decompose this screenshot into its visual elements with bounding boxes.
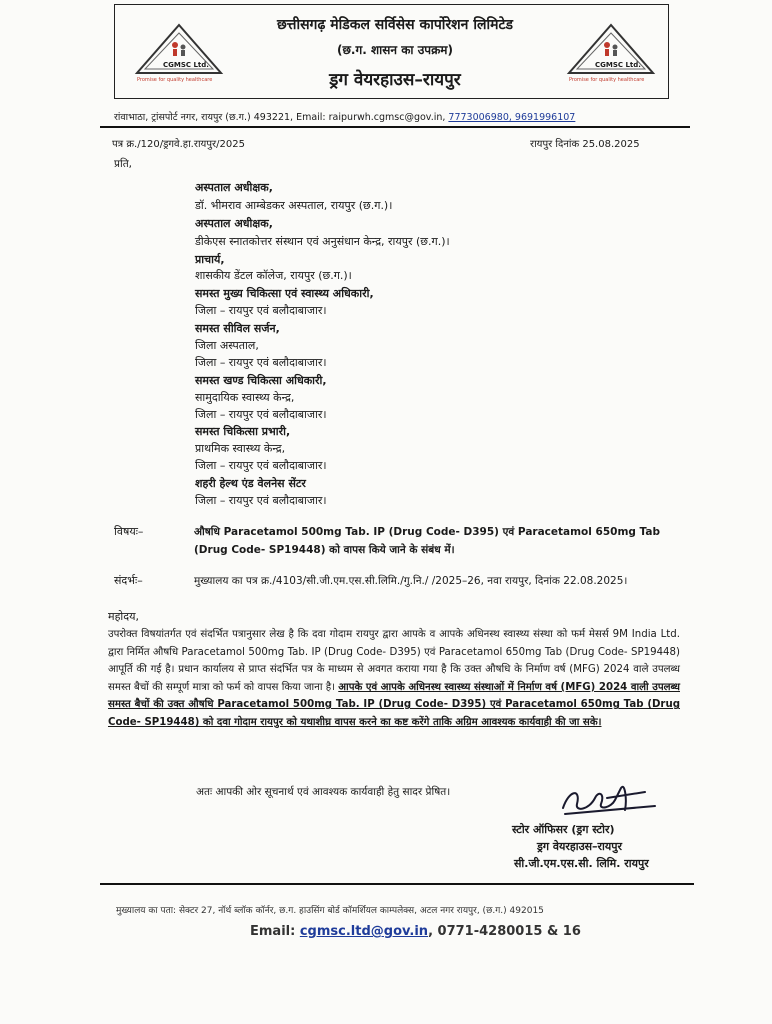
recipient-line: जिला – रायपुर एवं बलौदाबाजार। bbox=[195, 408, 327, 421]
prati-label: प्रति, bbox=[114, 158, 133, 170]
org-subtitle: (छ.ग. शासन का उपक्रम) bbox=[337, 43, 453, 57]
salutation: महोदय, bbox=[108, 610, 139, 623]
email-label: Email: bbox=[250, 924, 296, 939]
body-highlight: आपके एवं आपके अधिनस्थ स्वास्थ्य संस्थाओं में निर्माण वर्ष (MFG) 2024 वाली उपलब्ध समस्त बैचों की उक्त औषधि Paracetamol 500mg Tab. IP (Drug Code- D395) एवं Paracetamol 650mg Tab (Drug Code- SP19448) को दवा गोदाम रायपुर को यथाशीघ्र वापस करने का कष्ट करेंगे ताकि अग्रिम आवश्यक कार्यवाही की जा सके। bbox=[108, 681, 680, 728]
phone-numbers[interactable]: 7773006980, 9691996107 bbox=[448, 112, 576, 123]
letter-date: रायपुर दिनांक 25.08.2025 bbox=[530, 139, 640, 150]
recipient-line: अस्पताल अधीक्षक, bbox=[195, 181, 273, 194]
signatory-org: सी.जी.एम.एस.सी. लिमि. रायपुर bbox=[514, 857, 649, 870]
footer-contact bbox=[250, 924, 581, 939]
header-divider bbox=[100, 126, 690, 128]
recipient-line: जिला – रायपुर एवं बलौदाबाजार। bbox=[195, 494, 327, 507]
recipient-line: डॉ. भीमराव आम्बेडकर अस्पताल, रायपुर (छ.ग.)। bbox=[195, 199, 393, 212]
hq-address: मुख्यालय का पता: सेक्टर 27, नॉर्थ ब्लॉक कॉर्नर, छ.ग. हाउसिंग बोर्ड कॉमर्शियल काम्पलेक्स, अटल नगर रायपुर, (छ.ग.) 492015 bbox=[116, 906, 544, 916]
signatory-office: ड्रग वेयरहाउस–रायपुर bbox=[537, 840, 623, 853]
address-line bbox=[114, 110, 674, 123]
logo-label: CGMSC Ltd. bbox=[595, 61, 641, 69]
recipient-line: प्राचार्य, bbox=[195, 253, 225, 266]
recipient-line: डीकेएस स्नातकोत्तर संस्थान एवं अनुसंधान केन्द्र, रायपुर (छ.ग.)। bbox=[195, 235, 450, 248]
subject-label: विषयः– bbox=[114, 525, 144, 538]
cgmsc-logo-right bbox=[563, 21, 659, 83]
signatory-title: स्टोर ऑफिसर (ड्रग स्टोर) bbox=[512, 823, 615, 836]
signature-icon bbox=[555, 780, 665, 820]
reference-text: मुख्यालय का पत्र क्र./4103/सी.जी.एम.एस.सी.लिमि./गु.नि./ /2025–26, नवा रायपुर, दिनांक 22.08.2025। bbox=[194, 575, 628, 587]
body-paragraph bbox=[108, 626, 680, 732]
recipient-line: समस्त मुख्य चिकित्सा एवं स्वास्थ्य अधिकारी, bbox=[195, 287, 374, 300]
footer-phone: , 0771-4280015 & 16 bbox=[428, 924, 581, 939]
recipient-line: समस्त खण्ड चिकित्सा अधिकारी, bbox=[195, 374, 327, 387]
footer-email-link[interactable]: cgmsc.ltd@gov.in bbox=[299, 924, 429, 939]
recipient-line: जिला – रायपुर एवं बलौदाबाजार। bbox=[195, 459, 327, 472]
closing-line: अतः आपकी ओर सूचनार्थ एवं आवश्यक कार्यवाही हेतु सादर प्रेषित। bbox=[196, 786, 451, 798]
logo-tagline: Promise for quality healthcare bbox=[137, 77, 213, 83]
recipient-line: प्राथमिक स्वास्थ्य केन्द्र, bbox=[195, 442, 286, 455]
cgmsc-logo-left bbox=[131, 21, 227, 83]
warehouse-name: ड्रग वेयरहाउस–रायपुर bbox=[329, 70, 461, 90]
recipient-line: शहरी हेल्थ एंड वेलनेस सेंटर bbox=[195, 477, 306, 490]
recipient-line: जिला – रायपुर एवं बलौदाबाजार। bbox=[195, 356, 327, 369]
recipient-line: अस्पताल अधीक्षक, bbox=[195, 217, 273, 230]
recipient-line: सामुदायिक स्वास्थ्य केन्द्र, bbox=[195, 391, 295, 404]
subject-text: औषधि Paracetamol 500mg Tab. IP (Drug Code- D395) एवं Paracetamol 650mg Tab (Drug Code- SP19448) को वापस किये जाने के संबंध में। bbox=[194, 526, 660, 556]
body-plain: उपरोक्त विषयांतर्गत एवं संदर्भित पत्रानुसार लेख है कि दवा गोदाम रायपुर द्वारा आपके व आपके अधिनस्थ स्वास्थ्य संस्था को फर्म मेसर्स 9M India Ltd. द्वारा निर्मित औषधि Paracetamol 500mg Tab. IP (Drug Code- D395) एवं Paracetamol 650mg Tab (Drug Code- SP19448) आपूर्ति की गई है। प्रधान कार्यालय से प्राप्त संदर्भित पत्र के माध्यम से अवगत कराया गया है कि उक्त औषधि के निर्माण वर्ष (MFG) 2024 वाले उपलब्ध समस्त बैचों की सम्पूर्ण मात्रा को फर्म को वापस किया जाना है। bbox=[108, 629, 680, 693]
recipient-line: जिला अस्पताल, bbox=[195, 339, 259, 352]
address-text: रांवाभाठा, ट्रांसपोर्ट नगर, रायपुर (छ.ग.) 493221, Email: raipurwh.cgmsc@gov.in, bbox=[114, 112, 446, 123]
recipient-line: समस्त चिकित्सा प्रभारी, bbox=[195, 425, 291, 438]
org-name: छत्तीसगढ़ मेडिकल सर्विसेस कार्पोरेशन लिमिटेड bbox=[276, 17, 513, 33]
footer-divider bbox=[100, 883, 694, 885]
recipient-line: जिला – रायपुर एवं बलौदाबाजार। bbox=[195, 304, 327, 317]
reference-number: पत्र क्र./120/ड्रगवे.हा.रायपुर/2025 bbox=[112, 139, 245, 150]
logo-tagline: Promise for quality healthcare bbox=[569, 77, 645, 83]
logo-label: CGMSC Ltd. bbox=[163, 61, 209, 69]
recipient-line: शासकीय डेंटल कॉलेज, रायपुर (छ.ग.)। bbox=[195, 269, 352, 282]
reference-label: संदर्भः– bbox=[114, 574, 143, 587]
recipient-line: समस्त सीविल सर्जन, bbox=[195, 322, 280, 335]
letterhead bbox=[114, 4, 669, 99]
